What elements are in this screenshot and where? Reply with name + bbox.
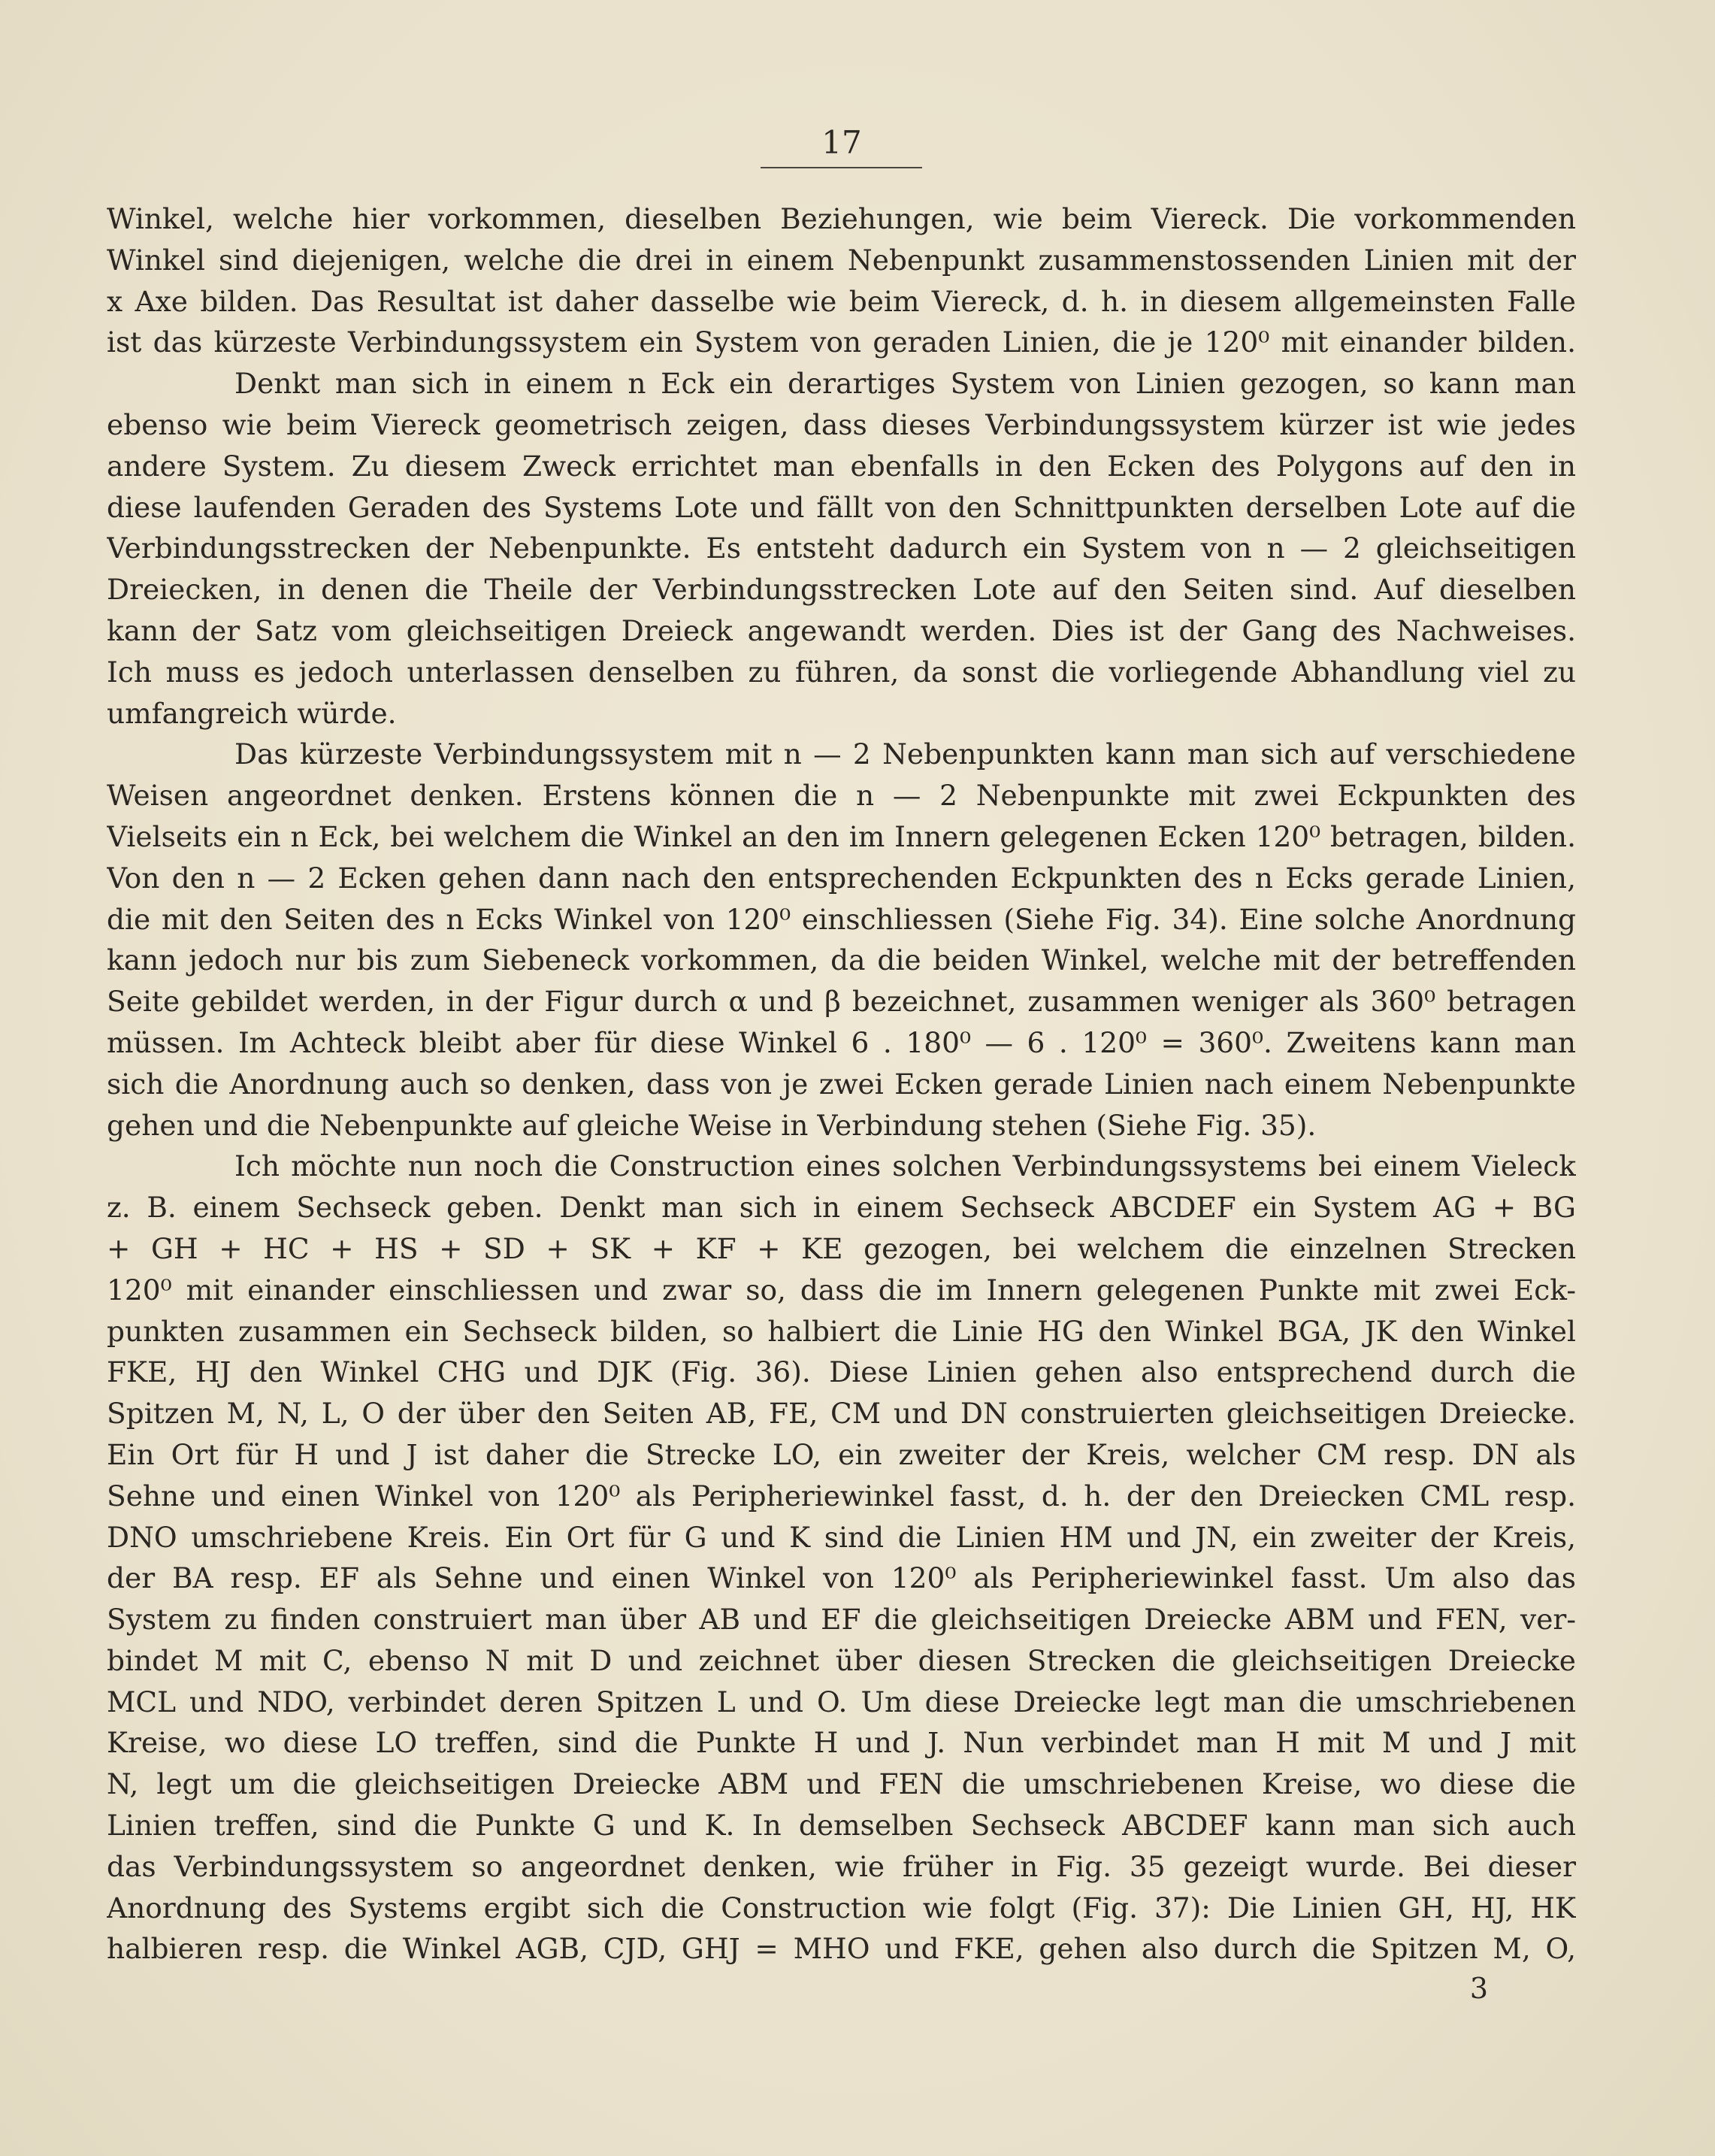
text-line: Ein Ort für H und J ist daher die Strecke LO, ein zweiter der Kreis, welcher CM resp. DN als: [107, 1437, 1576, 1471]
text-line: + GH + HC + HS + SD + SK + KF + KE gezogen, bei welchem die einzelnen Strecken: [107, 1231, 1576, 1265]
text-line: Ich muss es jedoch unterlassen denselben zu führen, da sonst die vorliegende Abhandlung viel zu: [107, 655, 1576, 689]
text-line: Linien treffen, sind die Punkte G und K. In demselben Sechseck ABCDEF kann man sich auch: [107, 1809, 1576, 1843]
text-line: bindet M mit C, ebenso N mit D und zeichnet über diesen Strecken die gleichseitigen Dreiecke: [107, 1643, 1576, 1677]
signature-mark: 3: [1469, 1972, 1488, 2005]
text-line: Weisen angeordnet denken. Erstens können die n — 2 Nebenpunkte mit zwei Eckpunkten des: [107, 779, 1576, 813]
text-line: Winkel sind diejenigen, welche die drei in einem Nebenpunkt zusammenstossenden Linien mit der: [107, 243, 1576, 277]
header-rule: [761, 167, 922, 168]
page-number: 17: [821, 124, 862, 161]
text-line: Sehne und einen Winkel von 120⁰ als Peripheriewinkel fasst, d. h. der den Dreiecken CML resp.: [107, 1479, 1576, 1513]
paragraph-start-line: Denkt man sich in einem n Eck ein derartiges System von Linien gezogen, so kann man: [234, 367, 1576, 401]
body-text: [107, 198, 1576, 1970]
text-line: Anordnung des Systems ergibt sich die Construction wie folgt (Fig. 37): Die Linien GH, HJ, HK: [107, 1891, 1576, 1924]
paragraph-start-line: Ich möchte nun noch die Construction eines solchen Verbindungssystems bei einem Vieleck: [234, 1149, 1576, 1183]
text-line: der BA resp. EF als Sehne und einen Winkel von 120⁰ als Peripheriewinkel fasst. Um also das: [107, 1561, 1576, 1595]
text-line: 120⁰ mit einander einschliessen und zwar so, dass die im Innern gelegenen Punkte mit zwei Eck-: [107, 1273, 1576, 1307]
text-line: punkten zusammen ein Sechseck bilden, so halbiert die Linie HG den Winkel BGA, JK den Winkel: [107, 1314, 1576, 1348]
text-line: Spitzen M, N, L, O der über den Seiten AB, FE, CM und DN construierten gleichseitigen Dreiecke.: [107, 1397, 1576, 1431]
text-line: Kreise, wo diese LO treffen, sind die Punkte H und J. Nun verbindet man H mit M und J mit: [107, 1726, 1576, 1760]
paragraph-end-line: gehen und die Nebenpunkte auf gleiche Weise in Verbindung stehen (Siehe Fig. 35).: [107, 1108, 1317, 1142]
text-line: ebenso wie beim Viereck geometrisch zeigen, dass dieses Verbindungssystem kürzer ist wie jedes: [107, 407, 1576, 441]
text-line: diese laufenden Geraden des Systems Lote und fällt von den Schnittpunkten derselben Lote auf die: [107, 490, 1576, 524]
text-line: kann jedoch nur bis zum Siebeneck vorkommen, da die beiden Winkel, welche mit der betreffenden: [107, 943, 1576, 977]
text-line: z. B. einem Sechseck geben. Denkt man sich in einem Sechseck ABCDEF ein System AG + BG: [107, 1191, 1576, 1225]
text-line: ist das kürzeste Verbindungssystem ein System von geraden Linien, die je 120⁰ mit einander bilden.: [107, 326, 1576, 359]
text-line: andere System. Zu diesem Zweck errichtet man ebenfalls in den Ecken des Polygons auf den in: [107, 449, 1576, 483]
text-line: halbieren resp. die Winkel AGB, CJD, GHJ = MHO und FKE, gehen also durch die Spitzen M, O,: [107, 1932, 1576, 1966]
text-line: Verbindungsstrecken der Nebenpunkte. Es entsteht dadurch ein System von n — 2 gleichseitigen: [107, 531, 1576, 565]
paragraph-start-line: Das kürzeste Verbindungssystem mit n — 2 Nebenpunkten kann man sich auf verschiedene: [234, 737, 1576, 771]
paragraph-end-line: umfangreich würde.: [107, 696, 397, 730]
text-line: Winkel, welche hier vorkommen, dieselben Beziehungen, wie beim Viereck. Die vorkommenden: [107, 202, 1576, 235]
text-line: sich die Anordnung auch so denken, dass von je zwei Ecken gerade Linien nach einem Nebenpunkte: [107, 1067, 1576, 1101]
text-line: Von den n — 2 Ecken gehen dann nach den entsprechenden Eckpunkten des n Ecks gerade Linien,: [107, 861, 1576, 895]
text-line: Dreiecken, in denen die Theile der Verbindungsstrecken Lote auf den Seiten sind. Auf dieselben: [107, 573, 1576, 607]
text-line: MCL und NDO, verbindet deren Spitzen L und O. Um diese Dreiecke legt man die umschriebenen: [107, 1685, 1576, 1718]
text-line: Vielseits ein n Eck, bei welchem die Winkel an den im Innern gelegenen Ecken 120⁰ betragen, bilden.: [107, 819, 1576, 853]
text-line: das Verbindungssystem so angeordnet denken, wie früher in Fig. 35 gezeigt wurde. Bei dieser: [107, 1849, 1576, 1883]
text-line: die mit den Seiten des n Ecks Winkel von 120⁰ einschliessen (Siehe Fig. 34). Eine solche Anordnung: [107, 902, 1576, 936]
text-line: DNO umschriebene Kreis. Ein Ort für G und K sind die Linien HM und JN, ein zweiter der Kreis,: [107, 1520, 1576, 1554]
text-line: müssen. Im Achteck bleibt aber für diese Winkel 6 . 180⁰ — 6 . 120⁰ = 360⁰. Zweitens kann man: [107, 1025, 1576, 1059]
text-line: Seite gebildet werden, in der Figur durch α und β bezeichnet, zusammen weniger als 360⁰ betragen: [107, 985, 1576, 1019]
text-line: N, legt um die gleichseitigen Dreiecke ABM und FEN die umschriebenen Kreise, wo diese die: [107, 1767, 1576, 1801]
text-line: System zu finden construiert man über AB und EF die gleichseitigen Dreiecke ABM und FEN, ver-: [107, 1603, 1576, 1637]
text-line: FKE, HJ den Winkel CHG und DJK (Fig. 36). Diese Linien gehen also entsprechend durch die: [107, 1355, 1576, 1389]
text-line: kann der Satz vom gleichseitigen Dreieck angewandt werden. Dies ist der Gang des Nachweises.: [107, 613, 1576, 647]
text-line: x Axe bilden. Das Resultat ist daher dasselbe wie beim Viereck, d. h. in diesem allgemeinsten Falle: [107, 284, 1576, 318]
